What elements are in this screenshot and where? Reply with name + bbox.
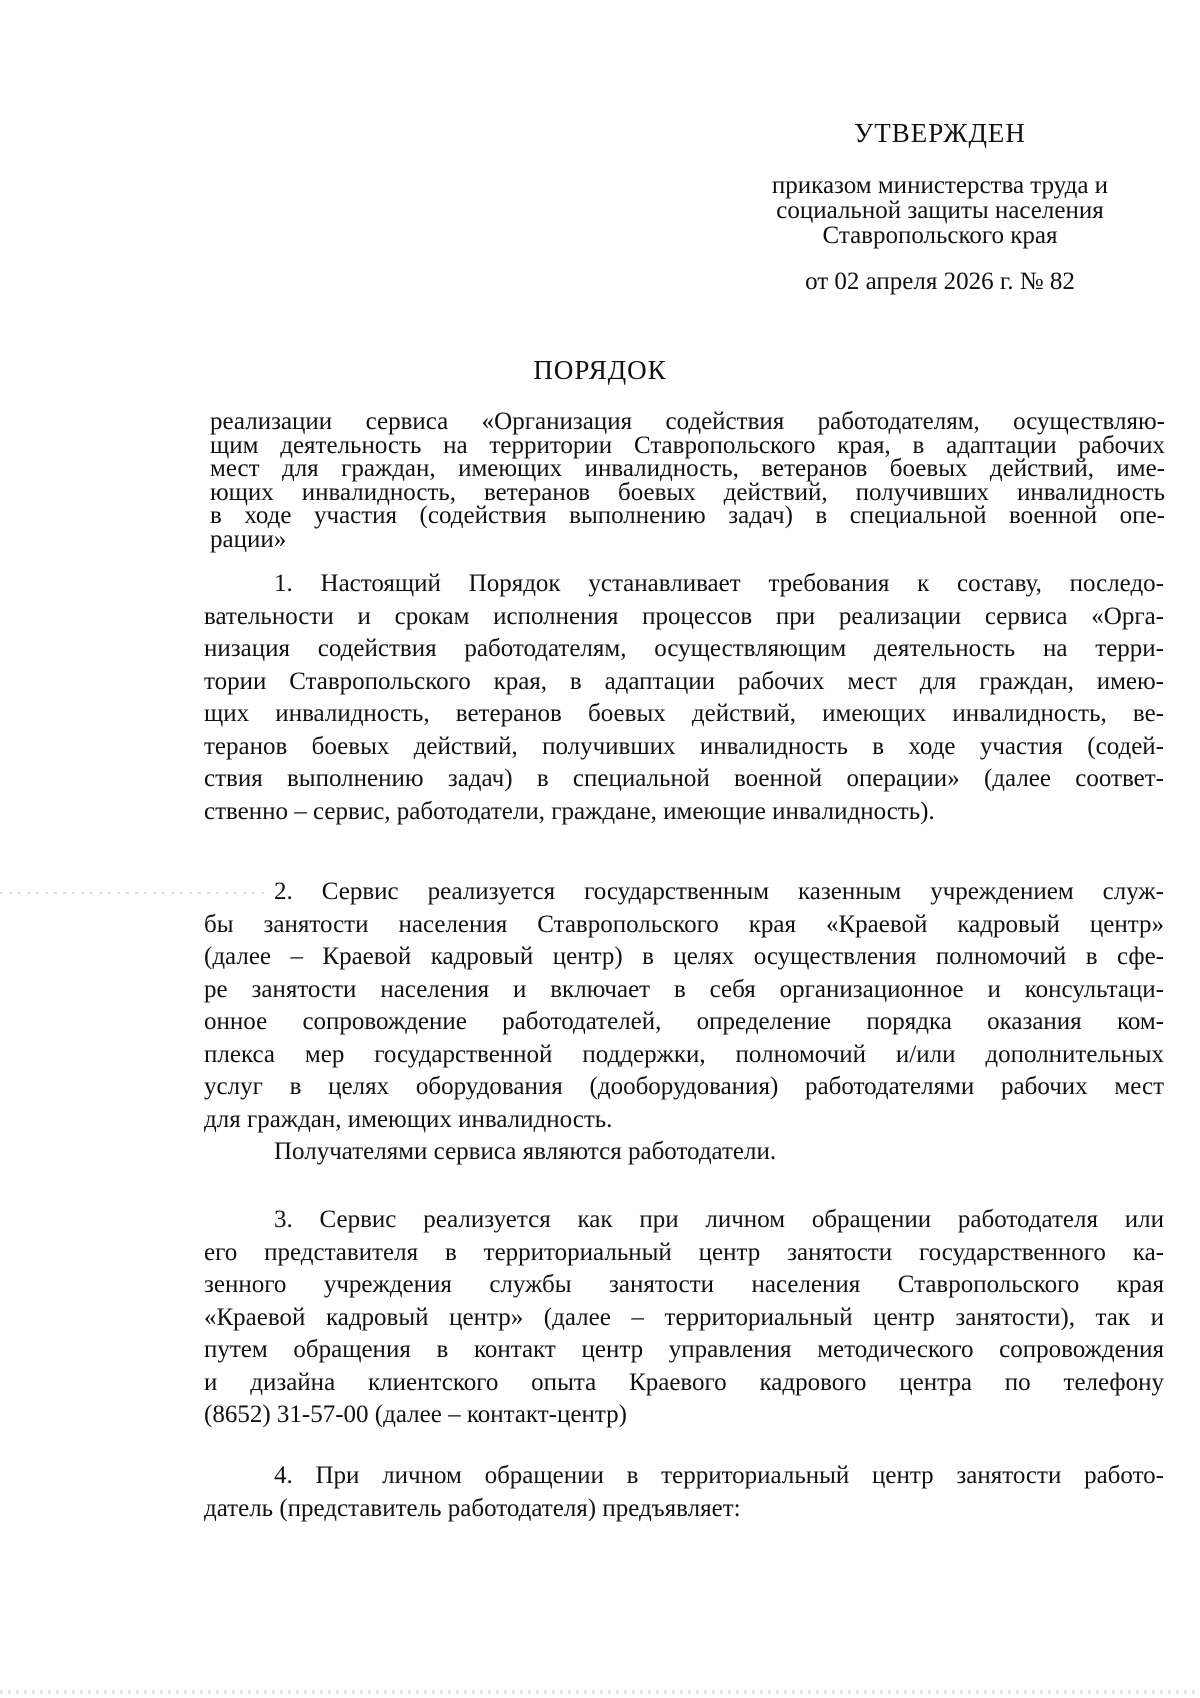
paragraph-line: 1. Настоящий Порядок устанавливает требования к составу, последо-	[274, 570, 1164, 597]
approval-line: Ставропольского края	[822, 222, 1058, 249]
approval-line: социальной защиты населения	[776, 197, 1104, 224]
paragraph-line: его представителя в территориальный центр занятости государственного ка-	[204, 1238, 1164, 1266]
paragraph-line: путем обращения в контакт центр управления методического сопровождения	[204, 1336, 1164, 1363]
subtitle-line: реализации сервиса «Организация содействия работодателям, осуществляю-	[210, 408, 1165, 435]
approval-stamp	[760, 118, 1120, 296]
paragraph-line: щих инвалидность, ветеранов боевых действий, имеющих инвалидность, ве-	[204, 700, 1164, 727]
scan-artifact	[0, 1690, 1200, 1694]
paragraph-line: «Краевой кадровый центр» (далее – территориальный центр занятости), так и	[204, 1303, 1164, 1331]
paragraph-line: (далее – Краевой кадровый центр) в целях осуществления полномочий в сфе-	[204, 943, 1164, 970]
paragraph-line: низация содействия работодателям, осуществляющим деятельность на терри-	[204, 635, 1164, 662]
document-title: ПОРЯДОК	[533, 355, 667, 385]
approval-line: приказом министерства труда и	[771, 172, 1109, 199]
paragraph-line: датель (представитель работодателя) предъявляет:	[204, 1494, 741, 1522]
paragraph-line: тории Ставропольского края, в адаптации рабочих мест для граждан, имею-	[204, 667, 1164, 695]
paragraph-line: бы занятости населения Ставропольского края «Краевой кадровый центр»	[204, 910, 1164, 938]
subtitle-line: ющих инвалидность, ветеранов боевых действий, получивших инвалидность	[210, 478, 1165, 506]
paragraph-line: плекса мер государственной поддержки, полномочий и/или дополнительных	[204, 1040, 1164, 1068]
paragraph-line: ственно – сервис, работодатели, граждане, имеющие инвалидность).	[204, 797, 935, 825]
document-subtitle	[210, 410, 1165, 551]
paragraph-line: для граждан, имеющих инвалидность.	[204, 1105, 613, 1133]
approval-heading: УТВЕРЖДЕН	[854, 118, 1026, 148]
paragraph-line: зенного учреждения службы занятости населения Ставропольского края	[204, 1271, 1164, 1298]
paragraph-line: (8652) 31-57-00 (далее – контакт-центр)	[204, 1401, 627, 1428]
paragraph-line: ствия выполнению задач) в специальной военной операции» (далее соответ-	[204, 765, 1164, 792]
paragraph-line: 3. Сервис реализуется как при личном обращении работодателя или	[274, 1206, 1164, 1233]
paragraph-line: вательности и срокам исполнения процессов при реализации сервиса «Орга-	[204, 602, 1164, 630]
paragraph-line: 2. Сервис реализуется государственным казенным учреждением служ-	[274, 878, 1164, 905]
subtitle-line: рации»	[210, 525, 287, 553]
subtitle-line: щим деятельность на территории Ставропольского края, в адаптации рабочих	[210, 431, 1165, 459]
paragraph-line: Получателями сервиса являются работодатели.	[274, 1138, 777, 1165]
paragraph-line: и дизайна клиентского опыта Краевого кадрового центра по телефону	[204, 1368, 1164, 1396]
paragraph-2	[204, 876, 1164, 1169]
paragraph-line: ре занятости населения и включает в себя организационное и консультаци-	[204, 975, 1164, 1003]
paragraph-1	[204, 568, 1164, 828]
paragraph-line: услуг в целях оборудования (дооборудования) работодателями рабочих мест	[204, 1073, 1164, 1100]
approval-date: от 02 апреля 2026 г. № 82	[805, 268, 1075, 295]
subtitle-line: в ходе участия (содействия выполнению задач) в специальной военной опе-	[210, 502, 1165, 529]
subtitle-line: мест для граждан, имеющих инвалидность, ветеранов боевых действий, име-	[210, 455, 1165, 482]
paragraph-4	[204, 1460, 1164, 1525]
paragraph-line: 4. При личном обращении в территориальный центр занятости работо-	[274, 1462, 1164, 1489]
paragraph-3	[204, 1204, 1164, 1432]
paragraph-line: теранов боевых действий, получивших инвалидность в ходе участия (содей-	[204, 732, 1164, 760]
paragraph-line: онное сопровождение работодателей, определение порядка оказания ком-	[204, 1008, 1164, 1035]
